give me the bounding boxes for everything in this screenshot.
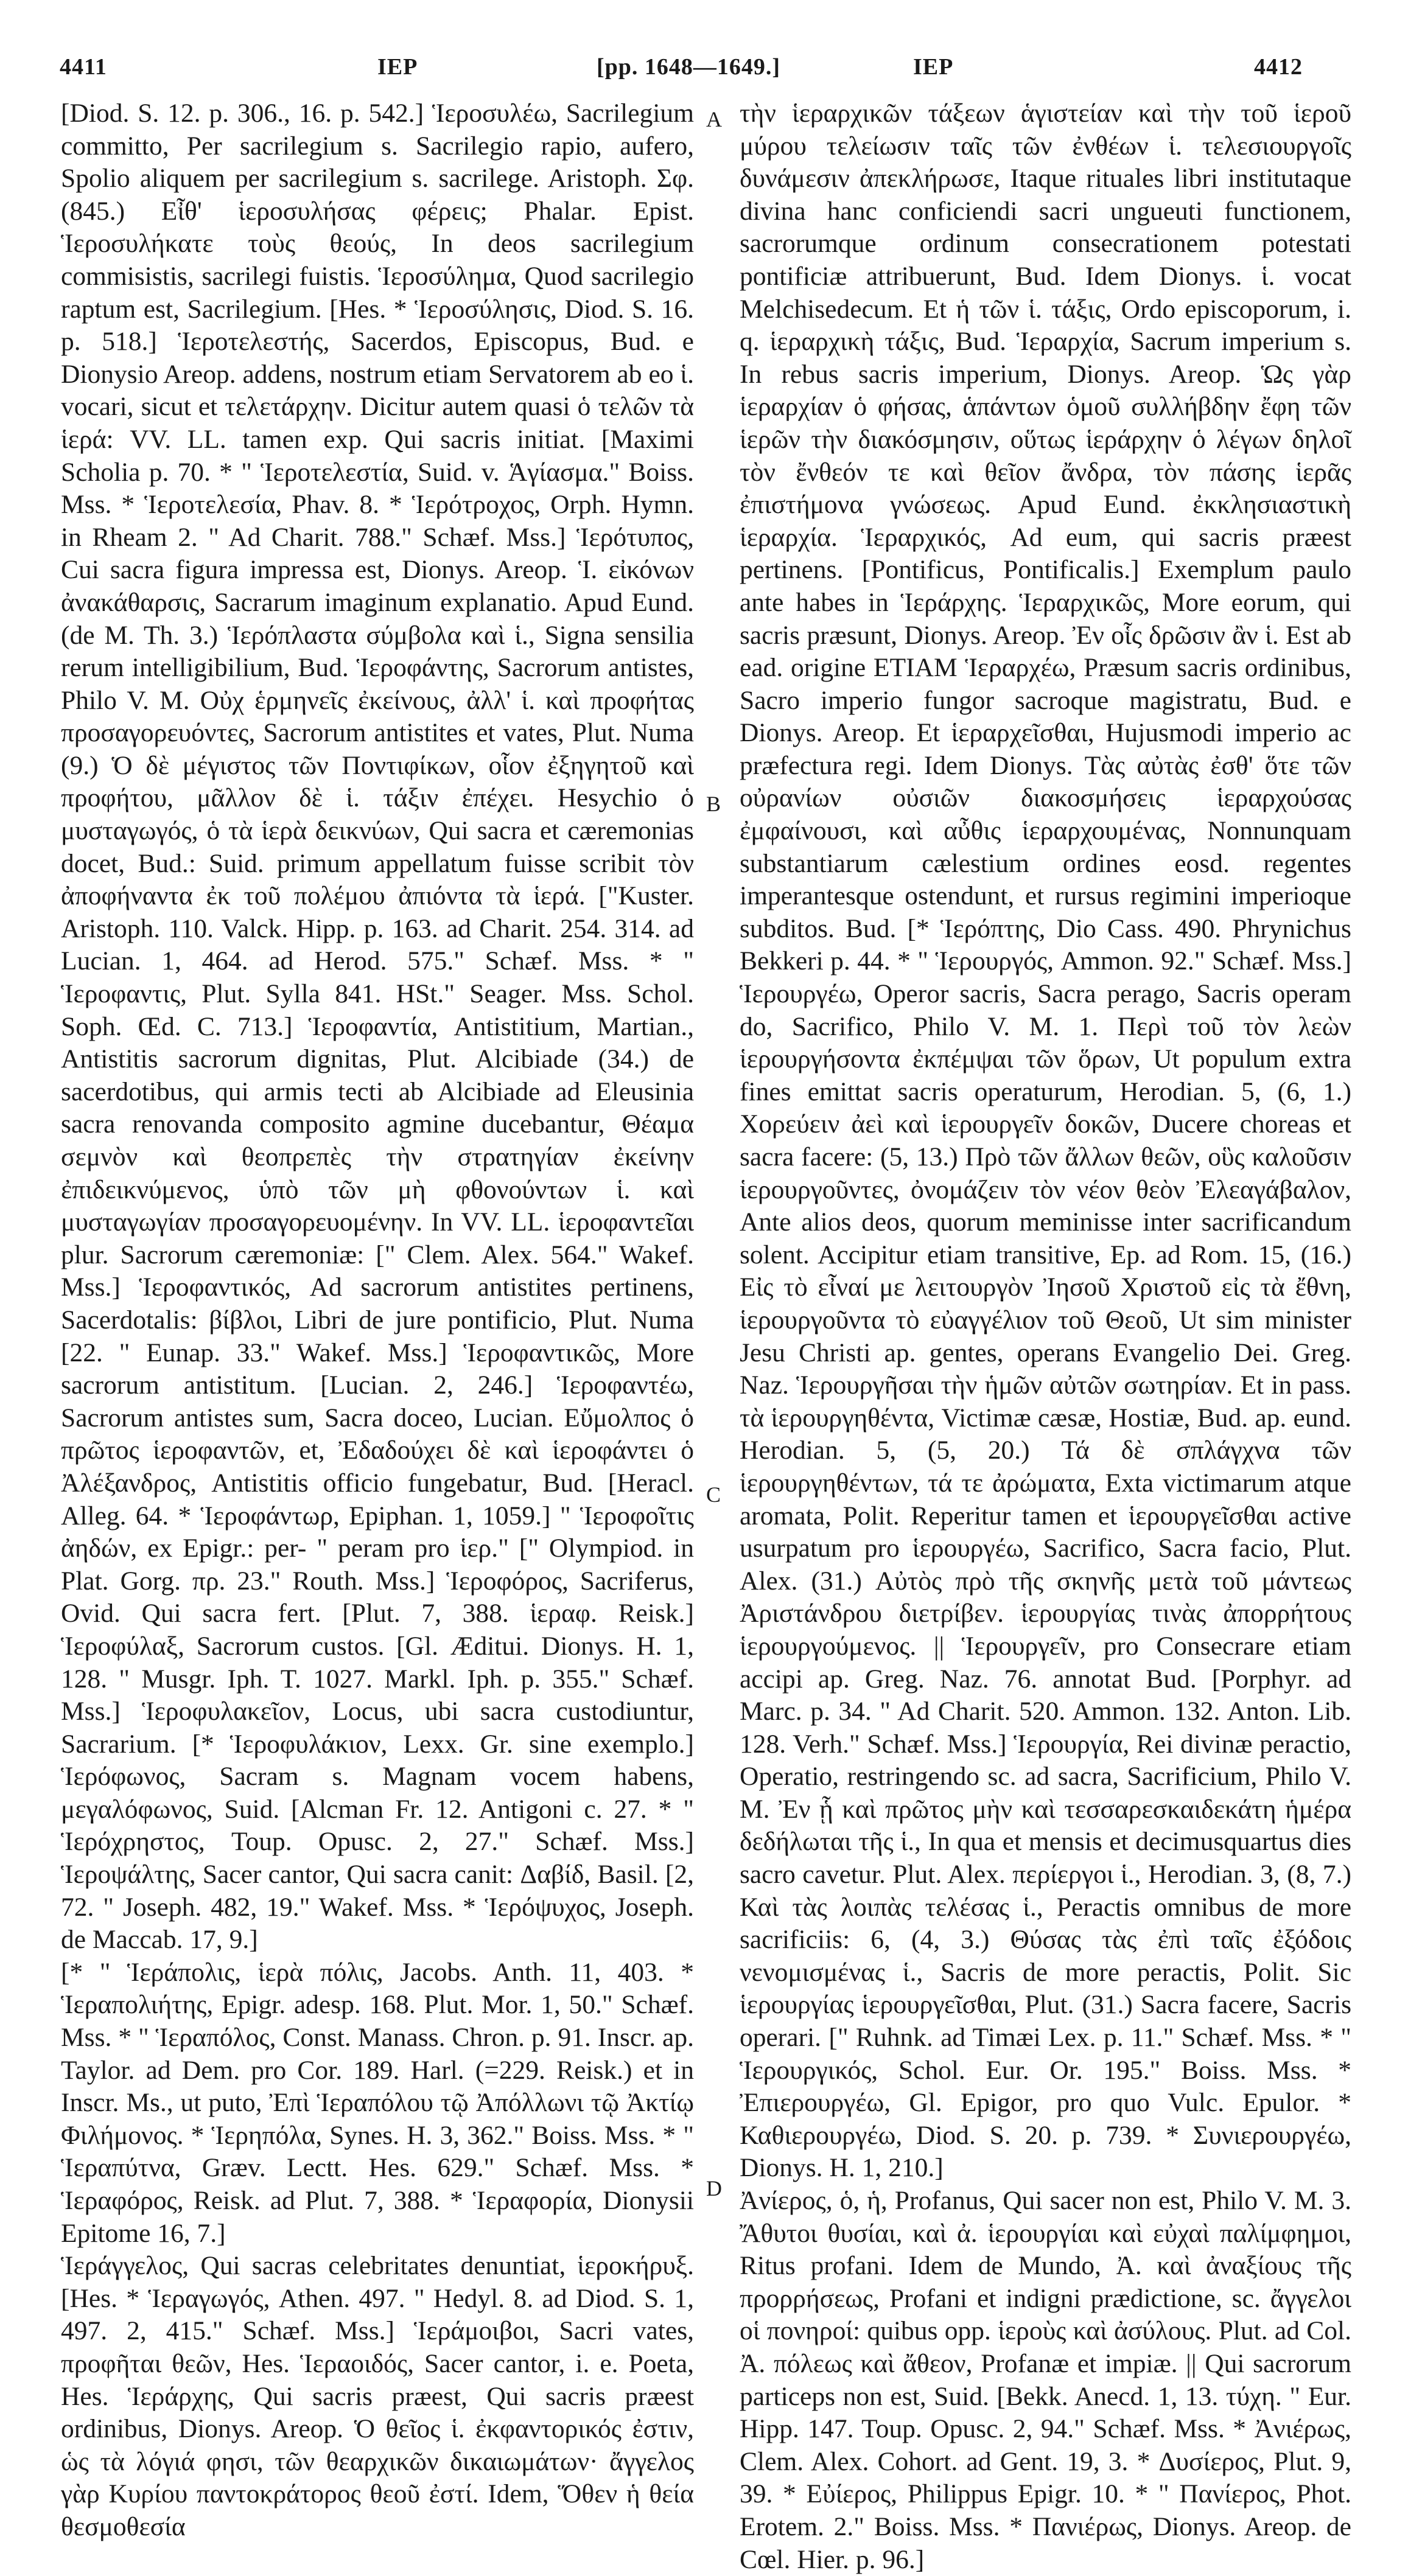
section-marker-a: A (706, 107, 722, 131)
section-marker-d: D (706, 2176, 722, 2201)
left-column (61, 97, 694, 2541)
running-headword-left: IEP (377, 54, 418, 80)
section-marker-b: B (706, 792, 721, 816)
page-number-right: 4412 (1254, 54, 1303, 80)
page-range: [pp. 1648—1649.] (597, 54, 781, 80)
right-column (740, 97, 1351, 2574)
page-number-left: 4411 (60, 54, 107, 80)
running-headword-right: IEP (913, 54, 954, 80)
paragraph: τὴν ἱεραρχικῶν τάξεων ἁγιστείαν καὶ τὴν τοῦ ἱεροῦ μύρου τελείωσιν ταῖς τῶν ἐνθέων ἱ. τελεσιουργοῖς δυνάμεσιν ἀπεκλήρωσε, Itaque rituales libri institutaque divina hanc conficiendi sacri ungueuti functionem, sacrorumque ordinum consecrationem potestati pontificiæ attribuerunt, Bud. Idem Dionys. ἱ. vocat Melchisedecum. Et ἡ τῶν ἱ. τάξις, Ordo episcoporum, i. q. ἱεραρχικὴ τάξις, Bud. Ἱεραρχία, Sacrum imperium s. In rebus sacris imperium, Dionys. Areop. Ὡς γὰρ ἱεραρχίαν ὁ φήσας, ἁπάντων ὁμοῦ συλλήβδην ἔφη τῶν ἱερῶν τὴν διακόσμησιν, οὕτως ἱεράρχην ὁ λέγων δηλοῖ τὸν ἔνθεόν τε καὶ θεῖον ἄνδρα, τὸν πάσης ἱερᾶς ἐπιστήμονα γνώσεως. Apud Eund. ἐκκλησιαστικὴ ἱεραρχία. Ἱεραρχικός, Ad eum, qui sacris præest pertinens. [Pontificus, Pontificalis.] Exemplum paulo ante habes in Ἱεράρχης. Ἱεραρχικῶς, More eorum, qui sacris præsunt, Dionys. Areop. Ἐν οἷς δρῶσιν ἂν ἱ. Est ab ead. origine ETIAM Ἱεραρχέω, Præsum sacris ordinibus, Sacro imperio fungor sacroque magistratu, Bud. e Dionys. Areop. Et ἱεραρχεῖσθαι, Hujusmodi imperio ac præfectura regi. Idem Dionys. Τὰς αὐτὰς ἐσθ' ὅτε τῶν οὐρανίων οὐσιῶν διακοσμήσεις ἱεραρχούσας ἐμφαίνουσι, καὶ αὖθις ἱεραρχουμένας, Nonnunquam substantiarum cælestium ordines eosd. regentes imperantesque ostendunt, et rursus regimini imperioque subditos. Bud. [* Ἱερόπτης, Dio Cass. 490. Phrynichus Bekkeri p. 44. * " Ἱερουργός, Ammon. 92." Schæf. Mss.] Ἱερουργέω, Operor sacris, Sacra perago, Sacris operam do, Sacrifico, Philo V. M. 1. Περὶ τοῦ τὸν λεὼν ἱερουργήσοντα ἐκπέμψαι τῶν ὅρων, Ut populum extra fines emittat sacris operaturum, Herodian. 5, (6, 1.) Χορεύειν ἀεὶ καὶ ἱερουργεῖν δοκῶν, Ducere choreas et sacra facere: (5, 13.) Πρὸ τῶν ἄλλων θεῶν, οὓς καλοῦσιν ἱερουργοῦντες, ὀνομάζειν τὸν νέον θεὸν Ἐλεαγάβαλον, Ante alios deos, quorum meminisse inter sacrificandum solent. Accipitur etiam transitive, Ep. ad Rom. 15, (16.) Εἰς τὸ εἶναί με λειτουργὸν Ἰησοῦ Χριστοῦ εἰς τὰ ἔθνη, ἱερουργοῦντα τὸ εὐαγγέλιον τοῦ Θεοῦ, Ut sim minister Jesu Christi ap. gentes, operans Evangelio Dei. Greg. Naz. Ἱερουργῆσαι τὴν ἡμῶν αὐτῶν σωτηρίαν. Et in pass. τὰ ἱερουργηθέντα, Victimæ cæsæ, Hostiæ, Bud. ap. eund. Herodian. 5, (5, 20.) Τά δὲ σπλάγχνα τῶν ἱερουργηθέντων, τά τε ἀρώματα, Exta victimarum atque aromata, Polit. Reperitur tamen et ἱερουργεῖσθαι active usurpatum pro ἱερουργέω, Sacrifico, Sacra facio, Plut. Alex. (31.) Αὐτὸς πρὸ τῆς σκηνῆς μετὰ τοῦ μάντεως Ἀριστάνδρου διετρίβεν. ἱερουργίας τινὰς ἀπορρήτους ἱερουργούμενος. || Ἱερουργεῖν, pro Consecrare etiam accipi ap. Greg. Naz. 76. annotat Bud. [Porphyr. ad Marc. p. 34. " Ad Charit. 520. Ammon. 132. Anton. Lib. 128. Verh." Schæf. Mss.] Ἱερουργία, Rei divinæ peractio, Operatio, restringendo sc. ad sacra, Sacrificium, Philo V. M. Ἐν ᾗ καὶ πρῶτος μὴν καὶ τεσσαρεσκαιδεκάτη ἡμέρα δεδήλωται τῆς ἱ., In qua et mensis et decimusquartus dies sacro cavetur. Plut. Alex. περίεργοι ἱ., Herodian. 3, (8, 7.) Καὶ τὰς λοιπὰς τελέσας ἱ., Peractis omnibus de more sacrificiis: 6, (4, 3.) Θύσας τὰς ἐπὶ ταῖς ἐξόδοις νενομισμένας ἱ., Sacris de more peractis, Polit. Sic ἱερουργίας ἱερουργεῖσθαι, Plut. (31.) Sacra facere, Sacris operari. [" Ruhnk. ad Timæi Lex. p. 11." Schæf. Mss. * " Ἱερουργικός, Schol. Eur. Or. 195." Boiss. Mss. * Ἐπιερουργέω, Gl. Epigor, pro quo Vulc. Epulor. * Καθιερουργέω, Diod. S. 20. p. 739. * Συνιερουργέω, Dionys. H. 1, 210.] (740, 99, 1351, 2183)
paragraph: [* " Ἱεράπολις, ἱερὰ πόλις, Jacobs. Anth. 11, 403. * Ἱεραπολιήτης, Epigr. adesp. 168. Plut. Mor. 1, 50." Schæf. Mss. * " Ἱεραπόλος, Const. Manass. Chron. p. 91. Inscr. ap. Taylor. ad Dem. pro Cor. 189. Harl. (=229. Reisk.) et in Inscr. Ms., ut puto, Ἐπὶ Ἱεραπόλου τῷ Ἀπόλλωνι τῷ Ἀκτίῳ Φιλήμονος. * Ἱερηπόλα, Synes. H. 3, 362." Boiss. Mss. * " Ἱεραπύτνα, Græv. Lectt. Hes. 629." Schæf. Mss. * Ἱεραφόρος, Reisk. ad Plut. 7, 388. * Ἱεραφορία, Dionysii Epitome 16, 7.] (61, 1957, 694, 2248)
paragraph: Ἱεράγγελος, Qui sacras celebritates denuntiat, ἱεροκήρυξ. [Hes. * Ἱεραγωγός, Athen. 497. " Hedyl. 8. ad Diod. S. 1, 497. 2, 415." Schæf. Mss.] Ἱεράμοιβοι, Sacri vates, προφῆται θεῶν, Hes. Ἱεραοιδός, Sacer cantor, i. e. Poeta, Hes. Ἱεράρχης, Qui sacris præest, Qui sacris præest ordinibus, Dionys. Areop. Ὁ θεῖος ἱ. ἐκφαντορικός ἐστιν, ὡς τὰ λόγιά φησι, τῶν θεαρχικῶν δικαιωμάτων· ἄγγελος γὰρ Κυρίου παντοκράτορος θεοῦ ἐστί. Idem, Ὅθεν ἡ θεία θεσμοθεσία (61, 2251, 694, 2541)
paragraph: [Diod. S. 12. p. 306., 16. p. 542.] Ἱεροσυλέω, Sacrilegium committo, Per sacrilegium s. Sacrilegio rapio, aufero, Spolio aliquem per sacrilegium s. sacrilege. Aristoph. Σφ. (845.) Εἶθ' ἱεροσυλήσας φέρεις; Phalar. Epist. Ἱεροσυλήκατε τοὺς θεούς, In deos sacrilegium commisistis, sacrilegi fuistis. Ἱεροσύλημα, Quod sacrilegio raptum est, Sacrilegium. [Hes. * Ἱεροσύλησις, Diod. S. 16. p. 518.] Ἱεροτελεστής, Sacerdos, Episcopus, Bud. e Dionysio Areop. addens, nostrum etiam Servatorem ab eo ἱ. vocari, sicut et τελετάρχην. Dicitur autem quasi ὁ τελῶν τὰ ἱερά: VV. LL. tamen exp. Qui sacris initiat. [Maximi Scholia p. 70. * " Ἱεροτελεστία, Suid. v. Ἁγίασμα." Boiss. Mss. * Ἱεροτελεσία, Phav. 8. * Ἱερότροχος, Orph. Hymn. in Rheam 2. " Ad Charit. 788." Schæf. Mss.] Ἱερότυπος, Cui sacra figura impressa est, Dionys. Areop. Ἱ. εἰκόνων ἀνακάθαρσις, Sacrarum imaginum explanatio. Apud Eund. (de M. Th. 3.) Ἱερόπλαστα σύμβολα καὶ ἱ., Signa sensilia rerum intelligibilium, Bud. Ἱεροφάντης, Sacrorum antistes, Philo V. M. Οὐχ ἑρμηνεῖς ἐκείνους, ἀλλ' ἱ. καὶ προφήτας προσαγορευόντες, Sacrorum antistites et vates, Plut. Numa (9.) Ὁ δὲ μέγιστος τῶν Ποντιφίκων, οἷον ἐξηγητοῦ καὶ προφήτου, μᾶλλον δὲ ἱ. τάξιν ἐπέχει. Hesychio ὁ μυσταγωγός, ὁ τὰ ἱερὰ δεικνύων, Qui sacra et cæremonias docet, Bud.: Suid. primum appellatum fuisse scribit τὸν ἀποφήναντα ἐκ τοῦ πολέμου ἀπιόντα τὰ ἱερά. ["Kuster. Aristoph. 110. Valck. Hipp. p. 163. ad Charit. 254. 314. ad Lucian. 1, 464. ad Herod. 575." Schæf. Mss. * " Ἱεροφαντις, Plut. Sylla 841. HSt." Seager. Mss. Schol. Soph. Œd. C. 713.] Ἱεροφαντία, Antistitium, Martian., Antistitis sacrorum dignitas, Plut. Alcibiade (34.) de sacerdotibus, qui armis tecti ab Alcibiade ad Eleusinia sacra renovanda composito agmine ducebantur, Θέαμα σεμνὸν καὶ θεοπρεπὲς τὴν στρατηγίαν ἐκείνην ἐπιδεικνύμενος, ὑπὸ τῶν μὴ φθονούντων ἱ. καὶ μυσταγωγίαν προσαγορευομένην. In VV. LL. ἱεροφαντεῖαι plur. Sacrorum cæremoniæ: [" Clem. Alex. 564." Wakef. Mss.] Ἱεροφαντικός, Ad sacrorum antistites pertinens, Sacerdotalis: βίβλοι, Libri de jure pontificio, Plut. Numa [22. " Eunap. 33." Wakef. Mss.] Ἱεροφαντικῶς, More sacrorum antistitum. [Lucian. 2, 246.] Ἱεροφαντέω, Sacrorum antistes sum, Sacra doceo, Lucian. Εὔμολπος ὁ πρῶτος ἱεροφαντῶν, et, Ἐδαδούχει δὲ καὶ ἱεροφάντει ὁ Ἀλέξανδρος, Antistitis officio fungebatur, Bud. [Heracl. Alleg. 64. * Ἱεροφάντωρ, Epiphan. 1, 1059.] " Ἱεροφοῖτις ἀηδών, ex Epigr.: per- " peram pro ἱερ." [" Olympiod. in Plat. Gorg. πρ. 23." Routh. Mss.] Ἱεροφόρος, Sacriferus, Ovid. Qui sacra fert. [Plut. 7, 388. ἱεραφ. Reisk.] Ἱεροφύλαξ, Sacrorum custos. [Gl. Æditui. Dionys. H. 1, 128. " Musgr. Iph. T. 1027. Markl. Iph. p. 355." Schæf. Mss.] Ἱεροφυλακεῖον, Locus, ubi sacra custodiuntur, Sacrarium. [* Ἱεροφυλάκιον, Lexx. Gr. sine exemplo.] Ἱερόφωνος, Sacram s. Magnam vocem habens, μεγαλόφωνος, Suid. [Alcman Fr. 12. Antigoni c. 27. * " Ἱερόχρηστος, Toup. Opusc. 2, 27." Schæf. Mss.] Ἱεροψάλτης, Sacer cantor, Qui sacra canit: Δαβίδ, Basil. [2, 72. " Joseph. 482, 19." Wakef. Mss. * Ἱερόψυχος, Joseph. de Maccab. 17, 9.] (61, 99, 694, 1955)
section-marker-c: C (706, 1482, 721, 1507)
paragraph: Ἀνίερος, ὁ, ἡ, Profanus, Qui sacer non est, Philo V. M. 3. Ἄθυτοι θυσίαι, καὶ ἀ. ἱερουργίαι καὶ εὐχαὶ παλίμφημοι, Ritus profani. Idem de Mundo, Ἀ. καὶ ἀναξίους τῆς προρρήσεως, Profani et indigni prædictione, sc. ἄγγελοι οἱ πονηροί: quibus opp. ἱεροὺς καὶ ἀσύλους. Plut. ad Col. Ἀ. πόλεως καὶ ἄθεον, Profanæ et impiæ. || Qui sacrorum particeps non est, Suid. [Bekk. Anecd. 1, 13. τύχη. " Eur. Hipp. 147. Toup. Opusc. 2, 94." Schæf. Mss. * Ἀνιέρως, Clem. Alex. Cohort. ad Gent. 19, 3. * Δυσίερος, Plut. 9, 39. * Εὐίερος, Philippus Epigr. 10. * " Πανίερος, Phot. Erotem. 2." Boiss. Mss. * Πανιέρως, Dionys. Areop. de Cœl. Hier. p. 96.] (740, 2186, 1351, 2574)
